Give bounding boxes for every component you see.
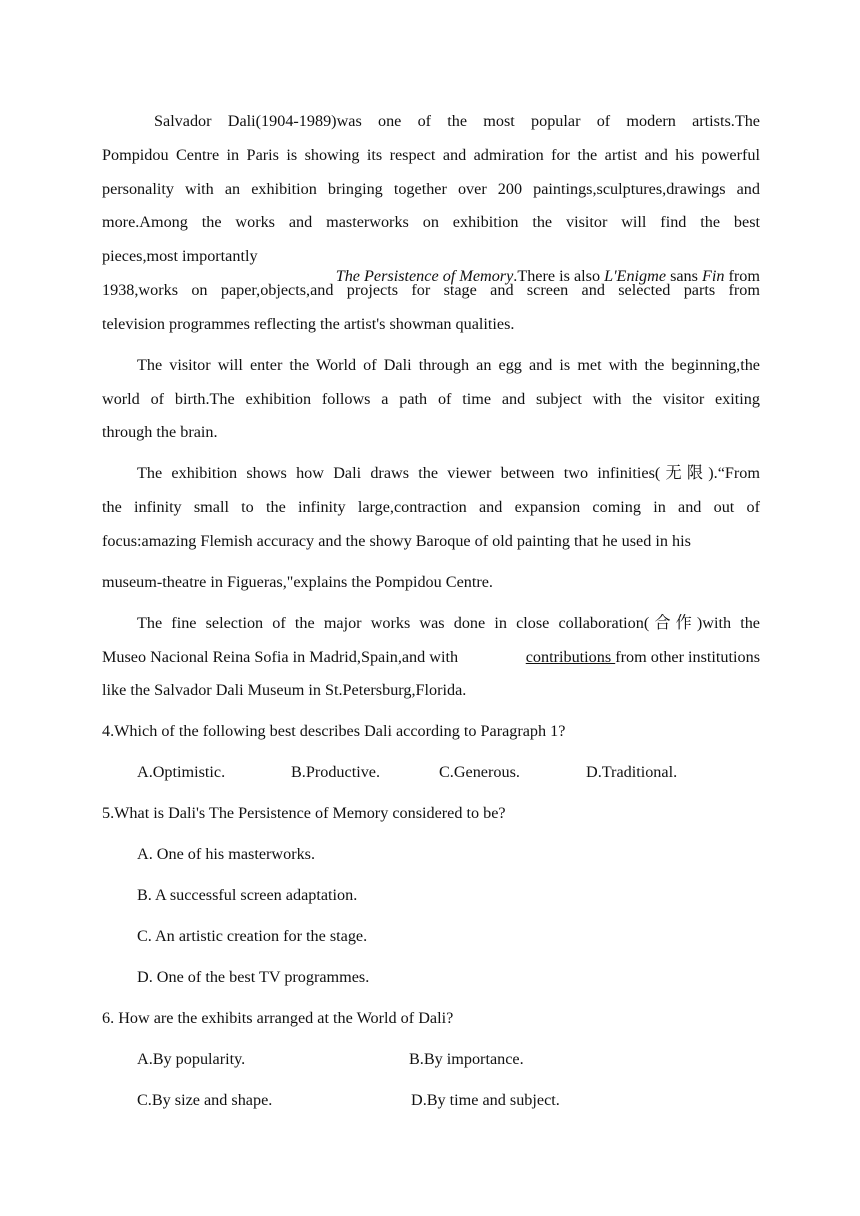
p1-line-5-a: pieces,most importantly — [102, 247, 262, 265]
p4-line-1: The fine selection of the major works was done in close collaboration(合作)with the — [137, 614, 760, 632]
p1-line-6: 1938,works on paper,objects,and projects for stage and screen and selected parts from — [102, 281, 760, 299]
p2-line-3: through the brain. — [102, 423, 218, 441]
option-c: C. An artistic creation for the stage. — [137, 927, 368, 945]
p4-line-3: like the Salvador Dali Museum in St.Petersburg,Florida. — [102, 681, 467, 699]
option-b: B.By importance. — [409, 1050, 524, 1068]
p2-line-2: world of birth.The exhibition follows a path of time and subject with the visitor exiting — [102, 390, 760, 408]
p1-line-5-g: from — [724, 267, 760, 285]
p1-line-5-e: sans — [666, 267, 702, 285]
option-a: A. One of his masterworks. — [137, 845, 316, 863]
option-c: C.Generous. — [439, 763, 520, 781]
p1-line-2: Pompidou Centre in Paris is showing its respect and admiration for the artist and his powerful — [102, 146, 760, 164]
artwork-title-enigme: L'Enigme — [604, 267, 667, 285]
question-stem: 6. How are the exhibits arranged at the World of Dali? — [102, 1009, 454, 1027]
p3-line-4: museum-theatre in Figueras,"explains the Pompidou Centre. — [102, 573, 493, 591]
option-a: A.By popularity. — [137, 1050, 246, 1068]
option-a: A.Optimistic. — [137, 763, 226, 781]
p3-line-3: focus:amazing Flemish accuracy and the showy Baroque of old painting that he used in his — [102, 532, 691, 550]
option-c: C.By size and shape. — [137, 1091, 273, 1109]
p1-line-5-c: .There is also — [513, 267, 605, 285]
underlined-word-contributions: contributions — [525, 648, 616, 666]
option-b: B. A successful screen adaptation. — [137, 886, 358, 904]
question-stem: 4.Which of the following best describes Dali according to Paragraph 1? — [102, 722, 566, 740]
option-d: D.By time and subject. — [411, 1091, 560, 1109]
p4-line-2-c: from other institutions — [615, 648, 760, 666]
p1-line-4: more.Among the works and masterworks on exhibition the visitor will find the best — [102, 213, 760, 231]
p3-line-2: the infinity small to the infinity large,contraction and expansion coming in and out of — [102, 498, 760, 516]
p2-line-1: The visitor will enter the World of Dali through an egg and is met with the beginning,the — [137, 356, 760, 374]
artwork-title-fin: Fin — [702, 267, 725, 285]
p1-line-7: television programmes reflecting the artist's showman qualities. — [102, 315, 515, 333]
question-stem: 5.What is Dali's The Persistence of Memory considered to be? — [102, 804, 506, 822]
option-d: D.Traditional. — [586, 763, 678, 781]
p3-line-1: The exhibition shows how Dali draws the viewer between two infinities(无限).“From — [137, 464, 760, 482]
p1-line-1: Salvador Dali(1904-1989)was one of the most popular of modern artists.The — [154, 112, 760, 130]
p1-line-3: personality with an exhibition bringing together over 200 paintings,sculptures,drawings and — [102, 180, 760, 198]
p4-line-2-a: Museo Nacional Reina Sofia in Madrid,Spain,and with — [102, 648, 463, 666]
p4-line-2 — [102, 647, 760, 667]
option-b: B.Productive. — [291, 763, 381, 781]
option-d: D. One of the best TV programmes. — [137, 968, 370, 986]
artwork-title-persistence: The Persistence of Memory — [335, 267, 514, 285]
